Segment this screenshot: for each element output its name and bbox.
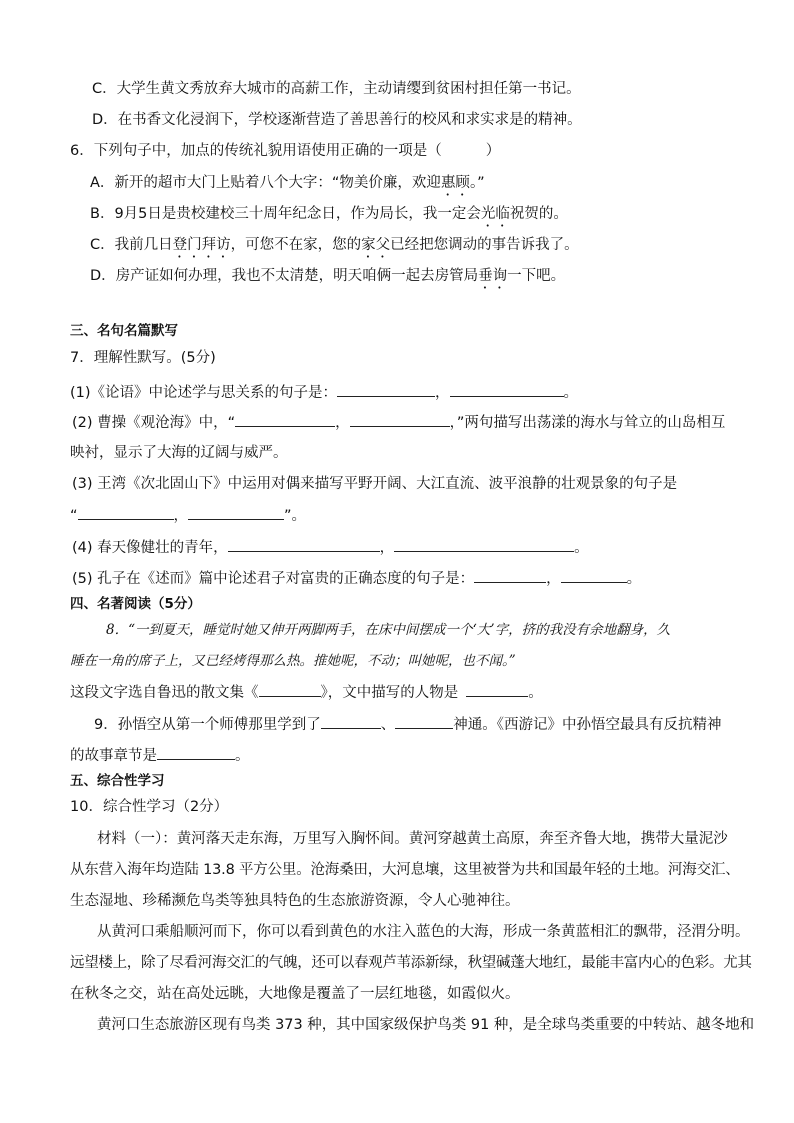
- comma: ，: [546, 571, 561, 587]
- q7-item-4-text: (4) 春天像健壮的青年，: [72, 540, 228, 556]
- fill-blank[interactable]: [466, 682, 528, 697]
- material-1-line-3: 生态湿地、珍稀濒危鸟类等独具特色的生态旅游资源，令人心驰神往。: [70, 893, 520, 909]
- fill-blank[interactable]: [259, 682, 321, 697]
- q9-text: 9．孙悟空从第一个师傅那里学到了: [94, 717, 321, 733]
- fill-blank[interactable]: [235, 412, 335, 427]
- comma: ，: [335, 415, 350, 431]
- comma: ，: [173, 508, 189, 524]
- comma: ，: [435, 385, 450, 401]
- q9-line-2: [70, 745, 250, 766]
- fill-blank[interactable]: [157, 745, 235, 760]
- fill-blank[interactable]: [337, 382, 435, 397]
- q7-item-2-tail: ，”两句描写出荡漾的海水与耸立的山岛相互: [449, 415, 726, 431]
- q7-item-5: [72, 568, 641, 589]
- material-2-line-2: 远望楼上，除了尽看河海交汇的气魄，还可以春观芦苇添新绿，秋望碱蓬大地红，最能丰富内心的色彩。尤其: [70, 955, 752, 971]
- q9-line-1: [94, 714, 721, 735]
- q6-stem: [70, 141, 500, 161]
- fill-blank[interactable]: [395, 714, 453, 729]
- period: 。: [235, 748, 250, 764]
- q6-option-a-dotted: 惠顾: [440, 175, 470, 191]
- q6-option-d: [90, 266, 565, 292]
- q7-item-3-cont: [70, 505, 306, 526]
- q6-option-b: [90, 204, 568, 230]
- period: 。: [574, 540, 589, 556]
- q6-option-b-dotted: 光临: [480, 206, 510, 222]
- q8-question-mid: 》，文中描写的人物是: [320, 685, 459, 701]
- material-3-line-1: 黄河口生态旅游区现有鸟类 373 种，其中国家级保护鸟类 91 种，是全球鸟类重要的中转站、越冬地和: [97, 1017, 755, 1033]
- q7-item-1: [70, 382, 578, 403]
- period: 。: [626, 571, 642, 587]
- fill-blank[interactable]: [78, 505, 174, 520]
- q10-title: 10．综合性学习（2分）: [70, 799, 229, 815]
- fill-blank[interactable]: [321, 714, 381, 729]
- q6-option-b-tail: 祝贺的。: [509, 206, 568, 222]
- section-4-heading: 四、名著阅读（5分）: [70, 596, 201, 612]
- q5-option-c: C．大学生黄文秀放弃大城市的高薪工作，主动请缨到贫困村担任第一书记。: [92, 81, 581, 97]
- fill-blank[interactable]: [561, 568, 627, 583]
- fill-blank[interactable]: [228, 537, 380, 552]
- comma: ，: [379, 540, 395, 556]
- close-quote: ”。: [284, 508, 307, 524]
- q6-option-a-text: A．新开的超市大门上贴着八个大字：“物美价廉，欢迎: [90, 175, 441, 191]
- fill-blank[interactable]: [474, 568, 546, 583]
- period: 。: [528, 685, 543, 701]
- material-2-line-3: 在秋冬之交，站在高处远眺，大地像是覆盖了一层红地毯，如霞似火。: [70, 986, 520, 1002]
- q7-item-2-cont: 映衬，显示了大海的辽阔与威严。: [70, 445, 288, 461]
- section-3-heading: 三、名句名篇默写: [70, 323, 178, 339]
- fill-blank[interactable]: [350, 412, 450, 427]
- q6-stem-text: 6．下列句子中，加点的传统礼貌用语使用正确的一项是（: [70, 143, 442, 159]
- material-2-line-1: 从黄河口乘船顺河而下，你可以看到黄色的水注入蓝色的大海，形成一条黄蓝相汇的飘带，泾渭分明。: [97, 924, 750, 940]
- q7-item-4: [72, 537, 589, 558]
- q6-option-a-tail: 。”: [469, 175, 485, 191]
- q8-quote-line-1: 8．“一到夏天，睡觉时她又伸开两脚两手，在床中间摆成一个‘大’字，挤的我没有余地翻身，久: [106, 622, 671, 638]
- q6-option-a: [90, 173, 485, 199]
- fill-blank[interactable]: [188, 505, 284, 520]
- q7-item-5-text: (5) 孔子在《述而》篇中论述君子对富贵的正确态度的句子是：: [72, 571, 475, 587]
- open-quote: “: [70, 508, 78, 524]
- material-1-line-2: 从东营入海年均造陆 13.8 平方公里。沧海桑田，大河息壤，这里被誉为共和国最年轻的土地。河海交汇、: [70, 862, 740, 878]
- q8-quote-line-2: 睡在一角的席子上，又已经烤得那么热。推她呢，不动；叫她呢，也不闻。”: [70, 653, 516, 669]
- q7-item-2: [72, 412, 725, 433]
- q6-option-c-mid: ，可您不在家，您的: [230, 237, 362, 253]
- q6-option-c-text: C．我前几日: [90, 237, 173, 253]
- q6-option-d-text: D．房产证如何办理，我也不太清楚，明天咱俩一起去房管局: [90, 268, 479, 284]
- q6-stem-close: ）: [485, 143, 501, 159]
- q6-option-b-text: B．9月5日是贵校建校三十周年纪念日，作为局长，我一定会: [90, 206, 481, 222]
- q8-question-text: 这段文字选自鲁迅的散文集《: [70, 685, 259, 701]
- q6-option-c-dotted-2: 家父: [361, 237, 391, 253]
- q5-option-d: D．在书香文化浸润下，学校逐渐营造了善思善行的校风和求实求是的精神。: [92, 112, 582, 128]
- q9-text-tail: 神通。《西游记》中孙悟空最具有反抗精神: [453, 717, 722, 733]
- q6-option-c-tail: 已经把您调动的事告诉我了。: [390, 237, 579, 253]
- section-5-heading: 五、综合性学习: [70, 773, 165, 789]
- fill-blank[interactable]: [450, 382, 564, 397]
- period: 。: [563, 385, 579, 401]
- q8-question: [70, 682, 543, 703]
- q6-option-c-dotted-1: 登门拜访: [172, 237, 231, 253]
- q9-line-2-text: 的故事章节是: [70, 748, 157, 764]
- q7-title: 7．理解性默写。(5分): [70, 350, 216, 366]
- separator: 、: [380, 717, 396, 733]
- material-1-line-1: 材料（一）：黄河落天走东海，万里写入胸怀间。黄河穿越黄土高原，奔至齐鲁大地，携带大量泥沙: [97, 831, 728, 847]
- q7-item-1-text: (1)《论语》中论述学与思关系的句子是：: [70, 385, 338, 401]
- q7-item-2-text: (2) 曹操《观沧海》中，“: [72, 415, 236, 431]
- q7-item-3: (3) 王湾《次北固山下》中运用对偶来描写平野开阔、大江直流、波平浪静的壮观景象的句子是: [72, 476, 678, 492]
- q6-option-c: [90, 235, 579, 261]
- q6-option-d-dotted: 垂询: [478, 268, 508, 284]
- q6-option-d-tail: 一下吧。: [507, 268, 566, 284]
- fill-blank[interactable]: [394, 537, 574, 552]
